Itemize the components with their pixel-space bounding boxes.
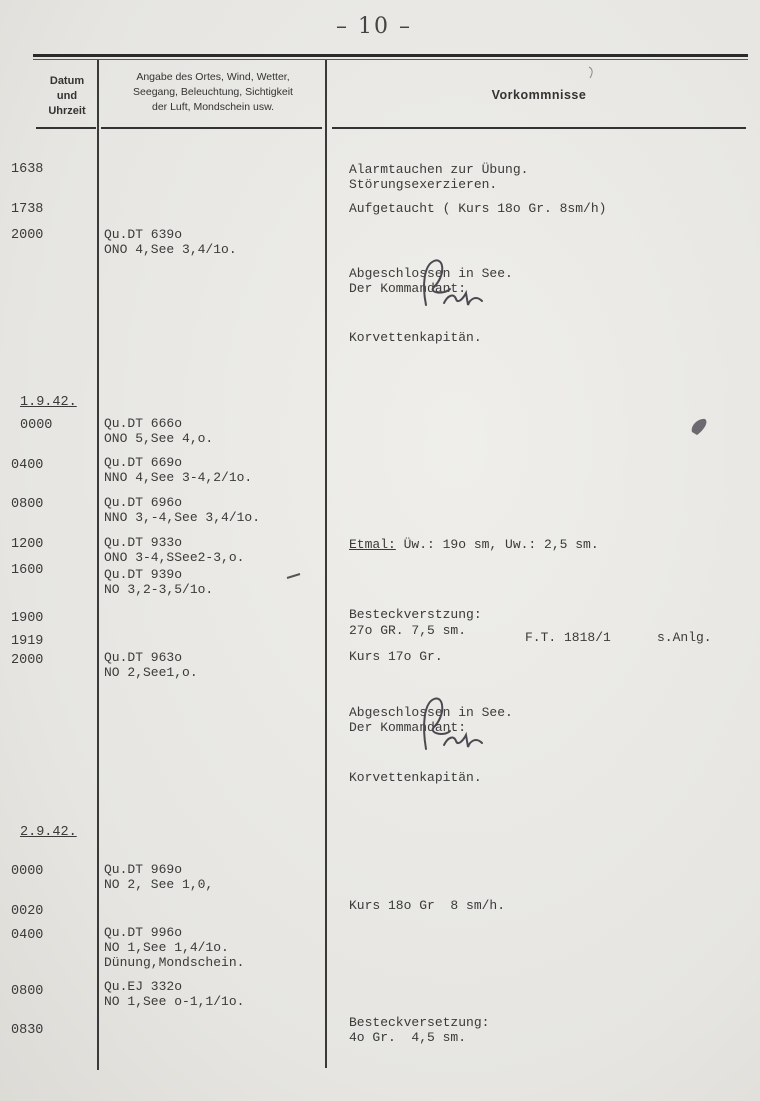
time-2000: 2000 bbox=[11, 228, 44, 243]
header-rule-events bbox=[332, 127, 746, 129]
dash-mark-icon bbox=[286, 572, 302, 580]
top-rule-thin bbox=[33, 59, 748, 60]
event-0830-fix-label: Besteckversetzung: bbox=[349, 1015, 490, 1030]
time-1919: 1919 bbox=[11, 634, 44, 649]
header-rule-location bbox=[101, 127, 322, 129]
time-1638: 1638 bbox=[11, 162, 44, 177]
page-number: – 10 – bbox=[336, 14, 412, 39]
location-2000-weather: ONO 4,See 3,4/1o. bbox=[104, 242, 237, 257]
location-0000-b-grid: Qu.DT 969o bbox=[104, 862, 183, 877]
header-rule-date bbox=[36, 127, 96, 129]
closing-note-1: Abgeschlossen in See. bbox=[349, 266, 513, 281]
time-0000: 0000 bbox=[20, 418, 53, 433]
location-1200-weather: ONO 3-4,SSee2-3,o. bbox=[104, 550, 245, 565]
top-rule bbox=[33, 54, 748, 57]
rank-2: Korvettenkapitän. bbox=[349, 770, 482, 785]
location-1600-grid: Qu.DT 939o bbox=[104, 567, 183, 582]
time-0800: 0800 bbox=[11, 497, 44, 512]
pencil-tick-icon bbox=[586, 66, 596, 80]
time-0400-b: 0400 bbox=[11, 928, 44, 943]
date-2-9-42: 2.9.42. bbox=[20, 825, 77, 840]
header-events: Vorkommnisse bbox=[491, 88, 587, 102]
event-1900-fix-label: Besteckverstzung: bbox=[349, 607, 482, 622]
location-1200-grid: Qu.DT 933o bbox=[104, 535, 183, 550]
location-0800-b-weather: NO 1,See o-1,1/1o. bbox=[104, 994, 245, 1009]
time-1900: 1900 bbox=[11, 611, 44, 626]
header-date: Datum und Uhrzeit bbox=[48, 75, 86, 117]
event-1919-radio: F.T. 1818/1 bbox=[525, 630, 611, 645]
ink-blot-icon bbox=[688, 416, 710, 438]
event-0020-course: Kurs 18o Gr 8 sm/h. bbox=[349, 898, 506, 913]
etmal-label: Etmal: bbox=[349, 537, 396, 552]
event-1200-etmal bbox=[349, 537, 599, 553]
location-0400-b-conditions: Dünung,Mondschein. bbox=[104, 955, 245, 970]
event-1638-drill: Störungsexerzieren. bbox=[349, 177, 498, 192]
date-1-9-42: 1.9.42. bbox=[20, 395, 77, 410]
location-0000-b-weather: NO 2, See 1,0, bbox=[104, 877, 214, 892]
time-0000-b: 0000 bbox=[11, 864, 44, 879]
time-0800-b: 0800 bbox=[11, 984, 44, 999]
commander-signature-1-icon bbox=[404, 255, 494, 315]
time-1200: 1200 bbox=[11, 537, 44, 552]
closing-note-2: Abgeschlossen in See. bbox=[349, 705, 513, 720]
location-2000-grid: Qu.DT 639o bbox=[104, 227, 183, 242]
event-1638-dive: Alarmtauchen zur Übung. bbox=[349, 162, 529, 177]
location-1600-weather: NO 3,2-3,5/1o. bbox=[104, 582, 214, 597]
location-2000-b-grid: Qu.DT 963o bbox=[104, 650, 183, 665]
time-0400: 0400 bbox=[11, 458, 44, 473]
rank-1: Korvettenkapitän. bbox=[349, 330, 482, 345]
location-0000-weather: ONO 5,See 4,o. bbox=[104, 431, 214, 446]
event-2000-course: Kurs 17o Gr. bbox=[349, 649, 443, 664]
event-1738-surfaced: Aufgetaucht ( Kurs 18o Gr. 8sm/h) bbox=[349, 201, 607, 216]
location-2000-b-weather: NO 2,See1,o. bbox=[104, 665, 198, 680]
header-location: Angabe des Ortes, Wind, Wetter, Seegang, Beleuchtung, Sichtigkeit der Luft, Mondschein usw. bbox=[133, 71, 293, 113]
location-0400-weather: NNO 4,See 3-4,2/1o. bbox=[104, 470, 253, 485]
time-0020: 0020 bbox=[11, 904, 44, 919]
location-0800-grid: Qu.DT 696o bbox=[104, 495, 183, 510]
location-0800-b-grid: Qu.EJ 332o bbox=[104, 979, 183, 994]
location-0800-weather: NNO 3,-4,See 3,4/1o. bbox=[104, 510, 261, 525]
commander-label-1: Der Kommandant: bbox=[349, 281, 467, 296]
time-1600: 1600 bbox=[11, 563, 44, 578]
commander-signature-2-icon bbox=[404, 695, 494, 755]
event-1900-fix-value: 27o GR. 7,5 sm. bbox=[349, 623, 467, 638]
column-divider-location bbox=[325, 60, 327, 1068]
time-1738: 1738 bbox=[11, 202, 44, 217]
column-divider-date bbox=[97, 60, 99, 1070]
etmal-text: Üw.: 19o sm, Uw.: 2,5 sm. bbox=[395, 537, 599, 552]
time-0830: 0830 bbox=[11, 1023, 44, 1038]
location-0400-b-grid: Qu.DT 996o bbox=[104, 925, 183, 940]
location-0400-b-weather: NO 1,See 1,4/1o. bbox=[104, 940, 229, 955]
time-2000-b: 2000 bbox=[11, 653, 44, 668]
event-1919-attachment: s.Anlg. bbox=[657, 630, 712, 645]
commander-label-2: Der Kommandant: bbox=[349, 720, 467, 735]
location-0400-grid: Qu.DT 669o bbox=[104, 455, 183, 470]
location-0000-grid: Qu.DT 666o bbox=[104, 416, 183, 431]
event-0830-fix-value: 4o Gr. 4,5 sm. bbox=[349, 1030, 467, 1045]
